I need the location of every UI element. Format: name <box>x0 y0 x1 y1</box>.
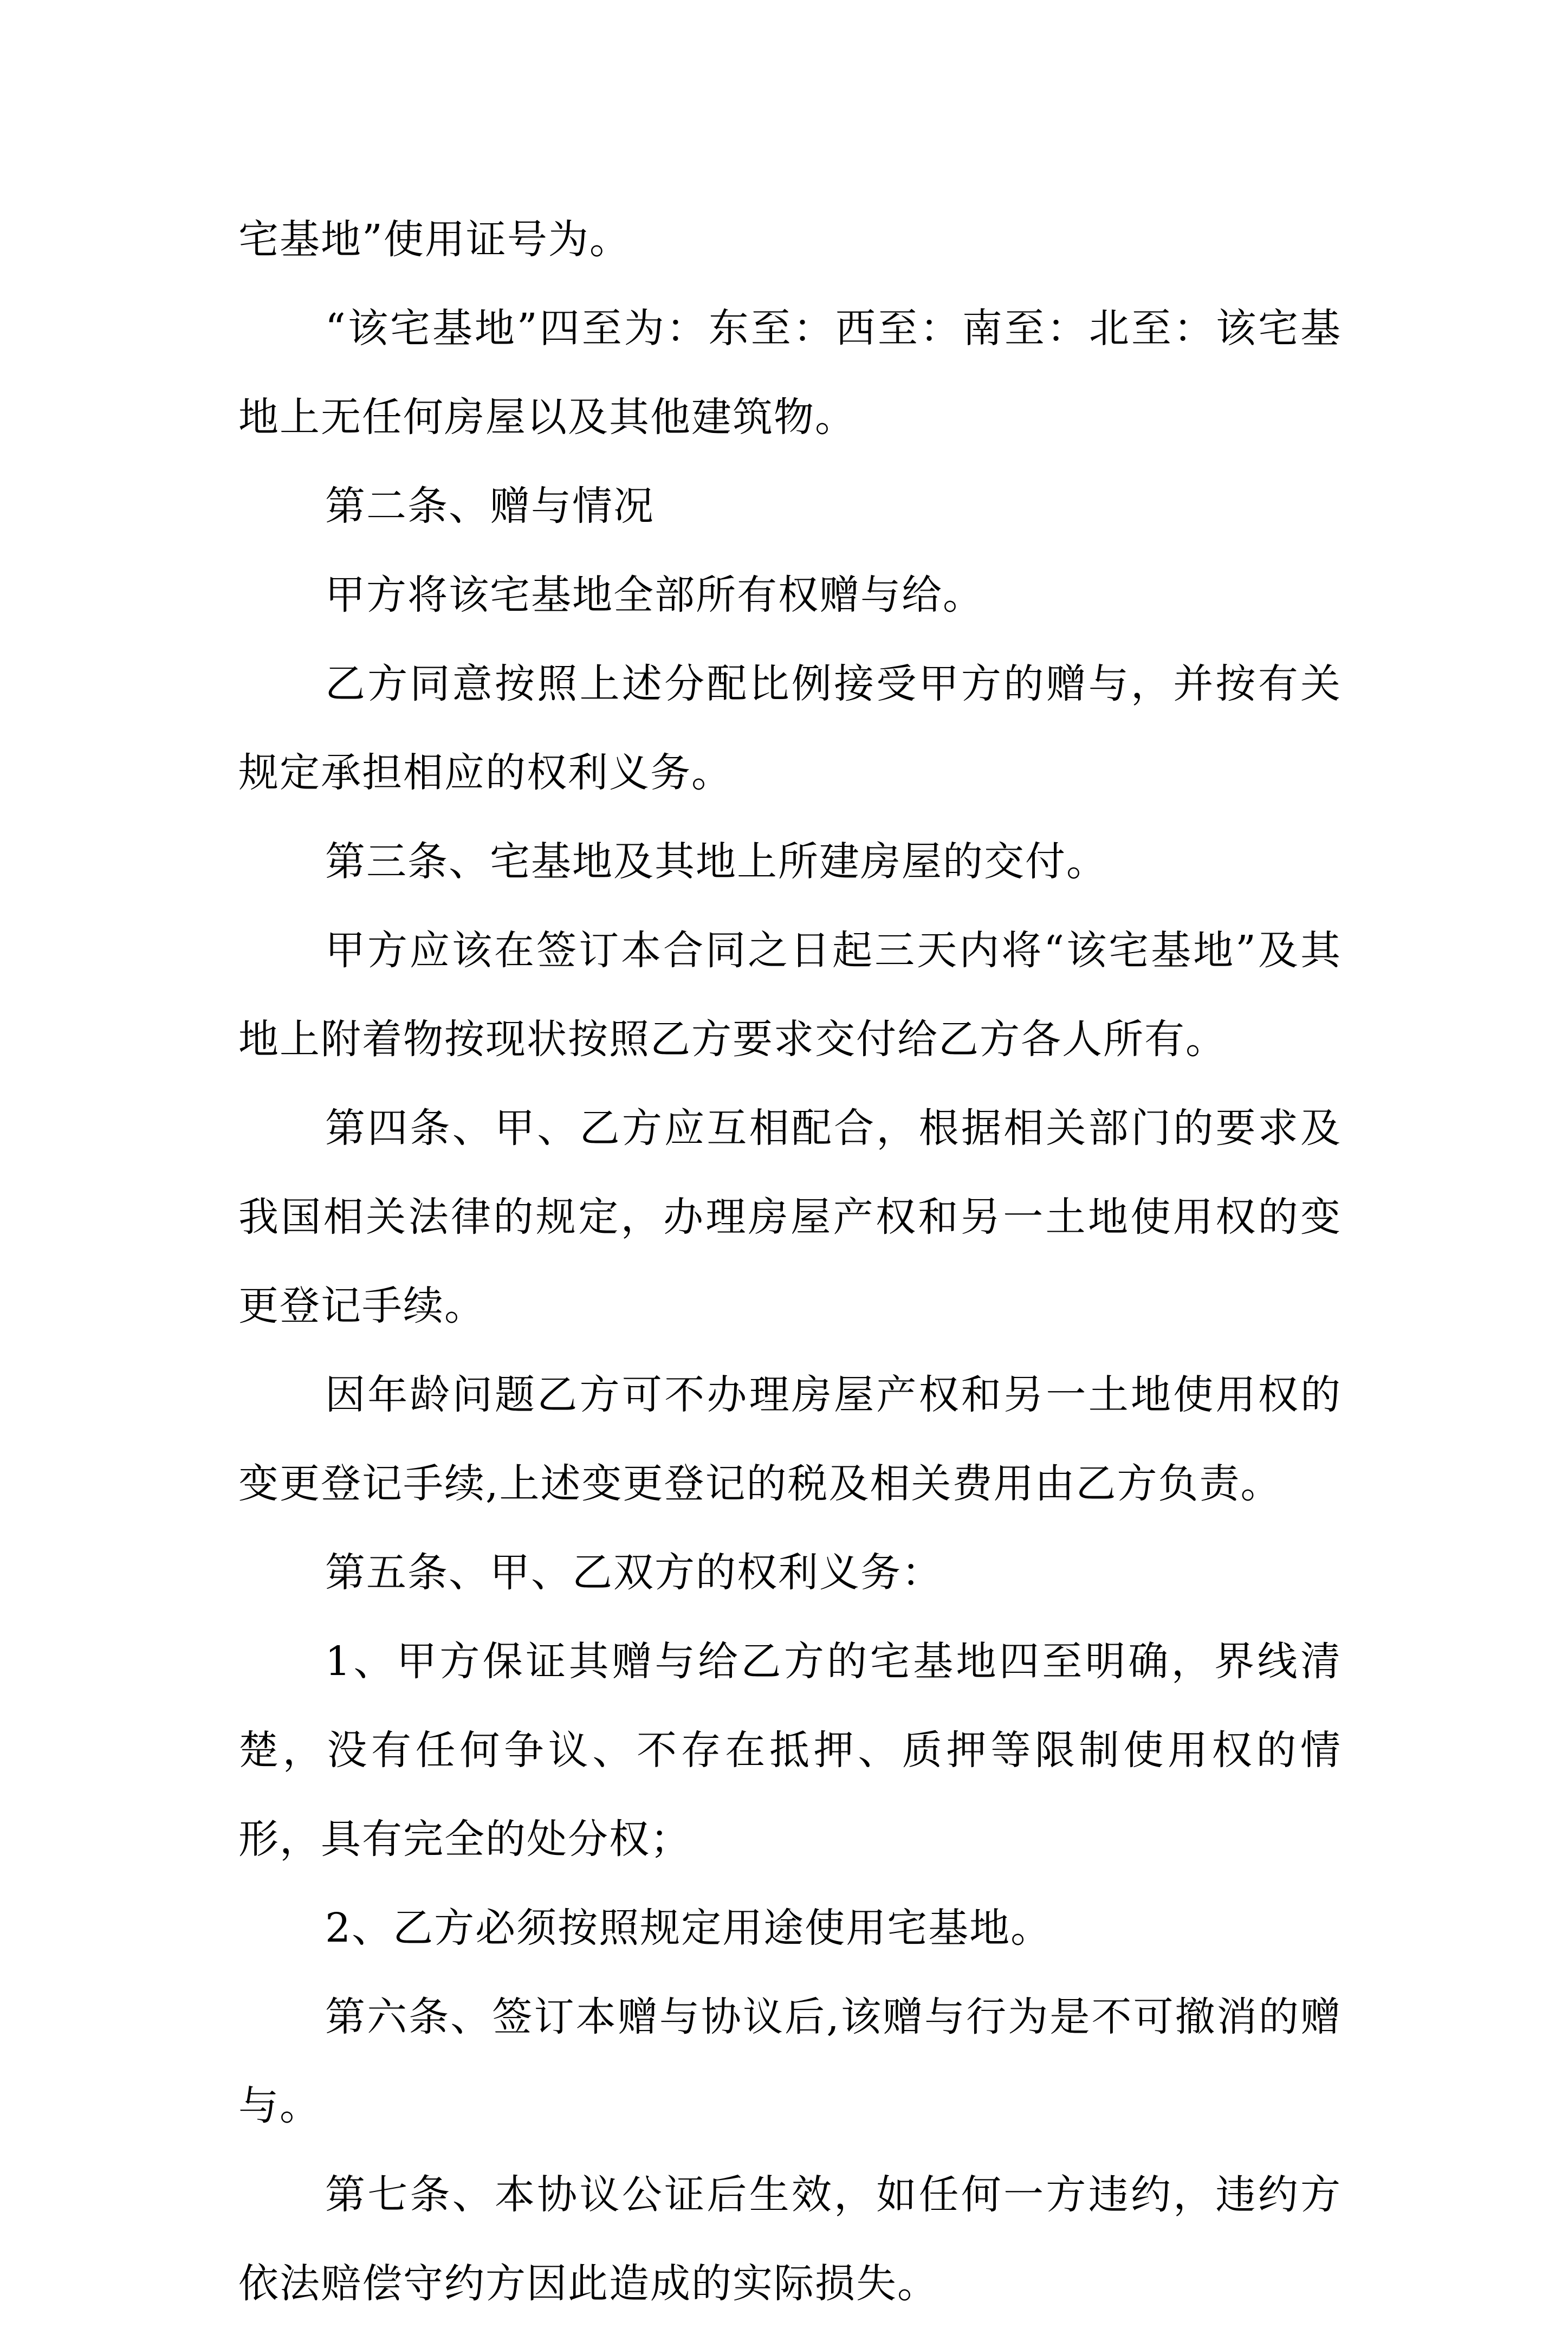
paragraph: 宅基地”使用证号为。 <box>238 216 631 263</box>
paragraph: 乙方同意按照上述分配比例接受甲方的赠与，并按有关规定承担相应的权利义务。 <box>238 661 1342 796</box>
list-item: 2、乙方必须按照规定用途使用宅基地。 <box>325 1905 1052 1951</box>
paragraph: 第四条、甲、乙方应互相配合，根据相关部门的要求及我国相关法律的规定，办理房屋产权和另一土地使用权的变更登记手续。 <box>238 1105 1342 1329</box>
list-item: 1、甲方保证其赠与给乙方的宅基地四至明确，界线清楚，没有任何争议、不存在抵押、质押等限制使用权的情形，具有完全的处分权； <box>238 1638 1342 1863</box>
paragraph: 因年龄问题乙方可不办理房屋产权和另一土地使用权的变更登记手续,上述变更登记的税及相关费用由乙方负责。 <box>238 1372 1342 1507</box>
paragraph: 第六条、签订本赠与协议后,该赠与行为是不可撤消的赠与。 <box>238 1994 1342 2129</box>
paragraph: 第七条、本协议公证后生效，如任何一方违约，违约方依法赔偿守约方因此造成的实际损失。 <box>238 2171 1342 2307</box>
section-heading: 第二条、赠与情况 <box>325 483 655 529</box>
paragraph: 甲方将该宅基地全部所有权赠与给。 <box>325 572 984 618</box>
section-heading: 第五条、甲、乙双方的权利义务： <box>325 1549 943 1596</box>
paragraph: 甲方应该在签订本合同之日起三天内将“该宅基地”及其地上附着物按现状按照乙方要求交付给乙方各人所有。 <box>238 927 1342 1063</box>
section-heading: 第三条、宅基地及其地上所建房屋的交付。 <box>325 838 1107 885</box>
document-page <box>238 195 1342 2328</box>
paragraph: “该宅基地”四至为：东至：西至：南至：北至：该宅基地上无任何房屋以及其他建筑物。 <box>238 305 1342 441</box>
